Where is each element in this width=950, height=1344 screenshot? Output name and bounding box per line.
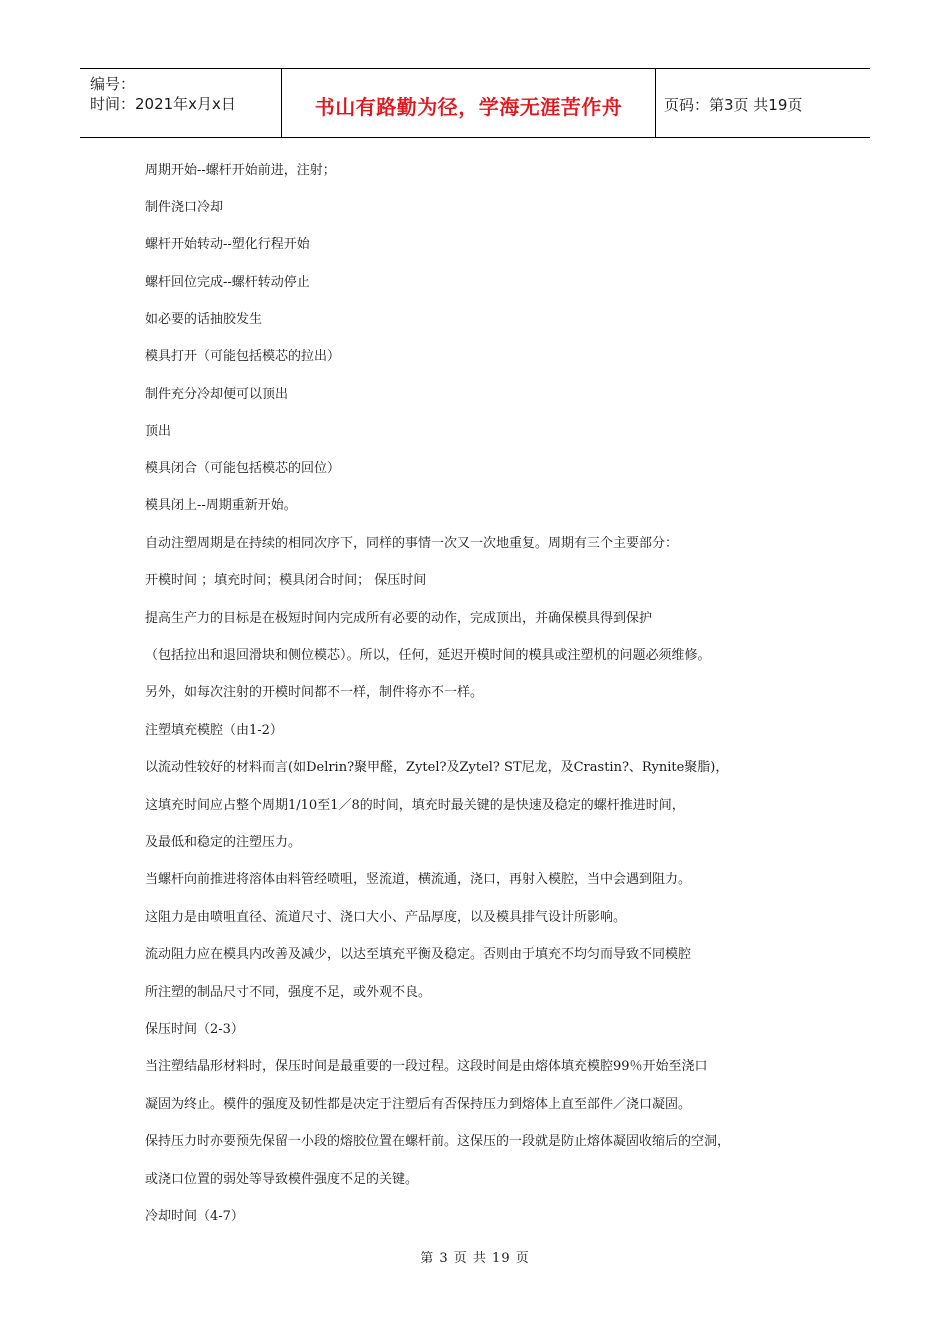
text-line: 流动阻力应在模具内改善及减少，以达至填充平衡及稳定。否则由于填充不均匀而导致不同模腔 <box>145 947 692 962</box>
text-line: 螺杆回位完成--螺杆转动停止 <box>145 275 310 290</box>
text-line: 及最低和稳定的注塑压力。 <box>145 835 302 850</box>
text-line: 模具打开（可能包括模芯的拉出） <box>145 349 341 364</box>
document-code-label: 编号： <box>90 75 136 93</box>
text-line: 开模时间 ；填充时间；模具闭合时间； 保压时间 <box>145 573 427 588</box>
text-line: 这填充时间应占整个周期1/10至1／8的时间，填充时最关键的是快速及稳定的螺杆推进时间， <box>145 798 685 813</box>
header-right-cell <box>655 69 870 137</box>
text-line: 所注塑的制品尺寸不同，强度不足，或外观不良。 <box>145 985 432 1000</box>
text-line: 凝固为终止。模件的强度及韧性都是决定于注塑后有否保持压力到熔体上直至部件／浇口凝固。 <box>145 1097 692 1112</box>
section-heading: 保压时间（2-3） <box>145 1022 244 1037</box>
text-line: （包括拉出和退回滑块和侧位模芯）。所以，任何，延迟开模时间的模具或注塑机的问题必须维修。 <box>145 648 711 663</box>
text-line: 模具闭上--周期重新开始。 <box>145 498 297 513</box>
text-line: 这阻力是由喷咀直径、流道尺寸、浇口大小、产品厚度，以及模具排气设计所影响。 <box>145 910 627 925</box>
text-line: 保持压力时亦要预先保留一小段的熔胶位置在螺杆前。这保压的一段就是防止熔体凝固收缩后的空洞， <box>145 1134 731 1149</box>
page-footer: 第 3 页 共 19 页 <box>420 1251 530 1266</box>
document-time-label: 时间：2021年x月x日 <box>90 95 236 113</box>
text-line: 或浇口位置的弱处等导致模件强度不足的关键。 <box>145 1172 419 1187</box>
text-line: 制件浇口冷却 <box>145 200 224 215</box>
text-line: 另外，如每次注射的开模时间都不一样，制件将亦不一样。 <box>145 685 484 700</box>
text-line: 模具闭合（可能包括模芯的回位） <box>145 461 341 476</box>
text-line: 当螺杆向前推进将溶体由料管经喷咀，竖流道，横流通，浇口，再射入模腔，当中会遇到阻力。 <box>145 872 692 887</box>
text-line: 顶出 <box>145 424 172 439</box>
text-line: 制件充分冷却便可以顶出 <box>145 387 289 402</box>
section-heading: 注塑填充模腔（由1-2） <box>145 723 283 738</box>
text-line: 以流动性较好的材料而言(如Delrin?聚甲醛，Zytel?及Zytel? ST尼龙，及Crastin?、Rynite聚脂)， <box>145 760 729 775</box>
header-left-cell <box>80 69 280 137</box>
text-line: 当注塑结晶形材料时，保压时间是最重要的一段过程。这段时间是由熔体填充模腔99％开始至浇口 <box>145 1059 708 1074</box>
header-page-code: 页码：第3页 共19页 <box>664 96 803 114</box>
text-line: 提高生产力的目标是在极短时间内完成所有必要的动作，完成顶出，并确保模具得到保护 <box>145 611 653 626</box>
section-heading: 冷却时间（4-7） <box>145 1209 244 1224</box>
text-line: 螺杆开始转动--塑化行程开始 <box>145 237 310 252</box>
header-middle-cell <box>281 69 656 137</box>
text-line: 如必要的话抽胶发生 <box>145 312 263 327</box>
text-line: 自动注塑周期是在持续的相同次序下，同样的事情一次又一次地重复。周期有三个主要部分： <box>145 536 679 551</box>
header-motto: 书山有路勤为径，学海无涯苦作舟 <box>314 95 623 119</box>
text-line: 周期开始--螺杆开始前进，注射； <box>145 163 336 178</box>
page-header <box>80 68 870 138</box>
